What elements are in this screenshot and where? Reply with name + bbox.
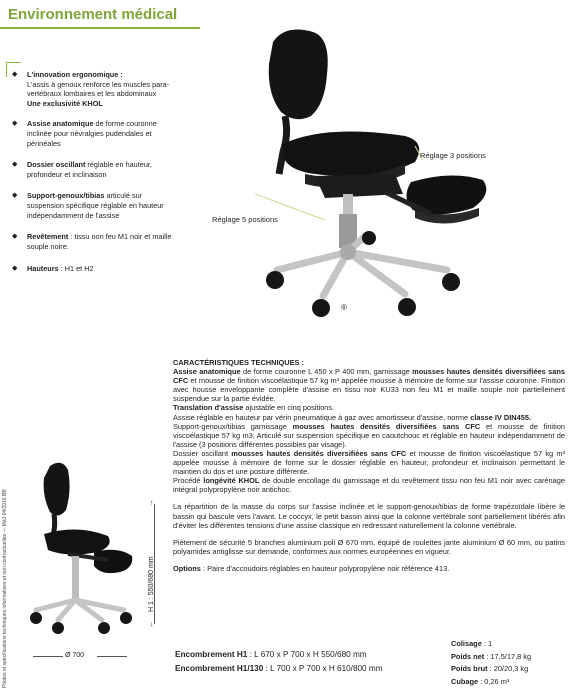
specs-paragraph: La répartition de la masse du corps sur l'assise inclinée et le support-genoux/tibias de forme trapézoïdale libère le bassin qui bascule vers l'avant. Le coccyx, le petit bassin ainsi que la colonne vertébrale sont partiellement libérés afin d'éviter les différentes tensions d'une assise classique en redressant naturellement la colonne vertébrale. (173, 502, 565, 530)
spec-text: Procédé (173, 476, 204, 486)
packaging-row (451, 663, 531, 676)
arrow-down-icon: ↓ (150, 621, 154, 628)
specs-paragraph (173, 367, 565, 412)
diameter-dimension-label: Ø 700 (65, 652, 85, 659)
diamond-bullet-icon: ◆ (12, 161, 18, 169)
feature-text: articulé sur suspension spécifique réglable en hauteur indépendamment de l'assise (27, 191, 164, 220)
disclaimer-text: Photos et spécifications techniques informatives et non contractuelles — MàJ 04/2016 BB (2, 489, 8, 688)
annotation-3-positions: Réglage 3 positions (420, 151, 486, 160)
width-dimension-line-right (97, 656, 127, 657)
product-side-photo (28, 460, 138, 635)
spec-bold: Translation d'assise (173, 403, 244, 413)
pkg-value: : 0,26 m³ (478, 676, 510, 686)
feature-bold: Assise anatomique (27, 119, 94, 129)
spec-bold: mousses hautes densités diversifiées sans CFC (292, 421, 481, 431)
diamond-bullet-icon: ◆ (12, 265, 18, 273)
page-title: Environnement médical (8, 6, 178, 23)
enc-label: Encombrement H1/130 (175, 663, 264, 673)
spec-bold: Options (173, 563, 201, 573)
diamond-bullet-icon: ◆ (12, 192, 18, 200)
packaging-row (451, 676, 531, 689)
feature-item (12, 264, 172, 274)
pkg-label: Poids brut (451, 664, 488, 673)
enc-value: : L 700 x P 700 x H 610/800 mm (263, 663, 383, 673)
specs-paragraph (173, 413, 565, 422)
registered-mark: ® (341, 303, 347, 312)
spec-text: de forme couronne L 450 x P 400 mm, garnissage (240, 367, 413, 377)
feature-text: L'assis à genoux renforce les muscles para-vertébraux lombaires et les abdominaux (27, 79, 170, 99)
diamond-bullet-icon: ◆ (12, 120, 18, 128)
spec-text: de double encollage du garnissage et du revêtement tissu non feu M1 noir avec carénage intégral polypropylène noir antichoc. (173, 476, 565, 495)
spec-bold: mousses hautes densités diversifiées sans CFC (231, 448, 407, 458)
spec-bold: mousses hautes densités diversifiées sans CFC (173, 367, 565, 386)
title-underline (0, 27, 200, 29)
feature-text: : tissu non feu M1 noir et maille souple noire. (27, 232, 172, 251)
feature-text: réglable en hauteur, profondeur et inclinaison (27, 160, 152, 179)
specs-title: CARACTÉRISTIQUES TECHNIQUES : (173, 358, 304, 367)
diamond-bullet-icon: ◆ (12, 233, 18, 241)
feature-item (12, 70, 172, 108)
feature-extra: Une exclusivité KHOL (27, 98, 103, 108)
arrow-up-icon: ↑ (150, 500, 154, 507)
spec-bold: classe IV DIN455. (470, 412, 532, 422)
feature-bold: Dossier oscillant (27, 160, 86, 170)
height-dimension-label: H 1 : 550/680 mm (148, 556, 155, 612)
feature-text: : H1 et H2 (58, 264, 94, 274)
width-dimension-line-left (33, 656, 63, 657)
spec-text: Dossier oscillant (173, 448, 232, 458)
specs-paragraph (173, 422, 565, 449)
pkg-label: Colisage (451, 639, 482, 648)
spec-text: et mousse de finition viscoélastique 57 kg m3. Articulé sur suspension spécifique en caoutchouc et réglable en hauteur indépendamment de l'assise (3 positions différentes possibles par visage). (173, 421, 565, 449)
feature-item (12, 119, 172, 148)
packaging-row (451, 638, 531, 651)
spec-text: et mousse de finition viscoélastique 57 kg m³ appelée mousse à mémoire de forme sur le dossier réglable en hauteur, profondeur et inclinaison permettant le maintien du dos et une posture différente. (173, 448, 566, 477)
spec-text: Support-genoux/tibias garnissage (173, 421, 293, 431)
spec-text: ajustable en cinq positions. (243, 403, 335, 413)
spec-text: : Paire d'accoudoirs réglables en hauteur polypropylène noir référence 413. (200, 563, 450, 573)
packaging-block (451, 638, 531, 688)
feature-item (12, 191, 172, 220)
feature-text: de forme couronne inclinée pour névralgies pudendales et périnéales (27, 119, 157, 148)
feature-list (12, 70, 172, 274)
feature-bold: Hauteurs (27, 264, 59, 274)
annotation-5-positions: Réglage 5 positions (212, 215, 278, 224)
feature-bold: Support-genoux/tibias (27, 191, 105, 201)
feature-bold: Revêtement (27, 232, 69, 242)
spec-text: Assise réglable en hauteur par vérin pneumatique à gaz avec amortisseur d'assise, norme (173, 412, 471, 422)
pkg-value: : 20/20,3 kg (487, 664, 529, 673)
specs-paragraph (173, 449, 565, 476)
enc-label: Encombrement H1 (175, 650, 248, 659)
encombrement-block (175, 648, 383, 675)
spec-bold: longévité KHOL (203, 476, 260, 486)
feature-item (12, 160, 172, 179)
diamond-bullet-icon: ◆ (12, 71, 18, 78)
encombrement-h1-130 (175, 662, 383, 676)
pkg-value: : 17,5/17,8 kg (484, 651, 532, 661)
spec-bold: Assise anatomique (173, 367, 241, 377)
specs-paragraph (173, 476, 565, 494)
packaging-row (451, 651, 531, 664)
feature-item (12, 232, 172, 251)
pkg-label: Cubage (451, 676, 479, 686)
feature-bold: L'innovation ergonomique : (27, 70, 123, 79)
pkg-value: : 1 (481, 639, 493, 648)
enc-value: : L 670 x P 700 x H 550/680 mm (247, 650, 367, 659)
pkg-label: Poids net (451, 651, 485, 661)
encombrement-h1 (175, 648, 383, 662)
specs-paragraph: Piètement de sécurité 5 branches aluminium poli Ø 670 mm, équipé de roulettes jante aluminium Ø 60 mm, ou patins polyamides antiglisse sur demande, conformes aux normes européennes en vigueur. (173, 537, 565, 556)
spec-text: et mousse de finition viscoélastique 57 kg m³ appelée mousse à mémoire de forme sur l'assise couronne. Finition avec housse enveloppante complète d'assise en tissu noir KU33 non feu M1 et maille souple noir partiellement suspendue sur la partie évidée. (173, 376, 565, 404)
technical-specs (173, 358, 565, 573)
specs-paragraph (173, 564, 565, 573)
product-photo (255, 24, 495, 324)
